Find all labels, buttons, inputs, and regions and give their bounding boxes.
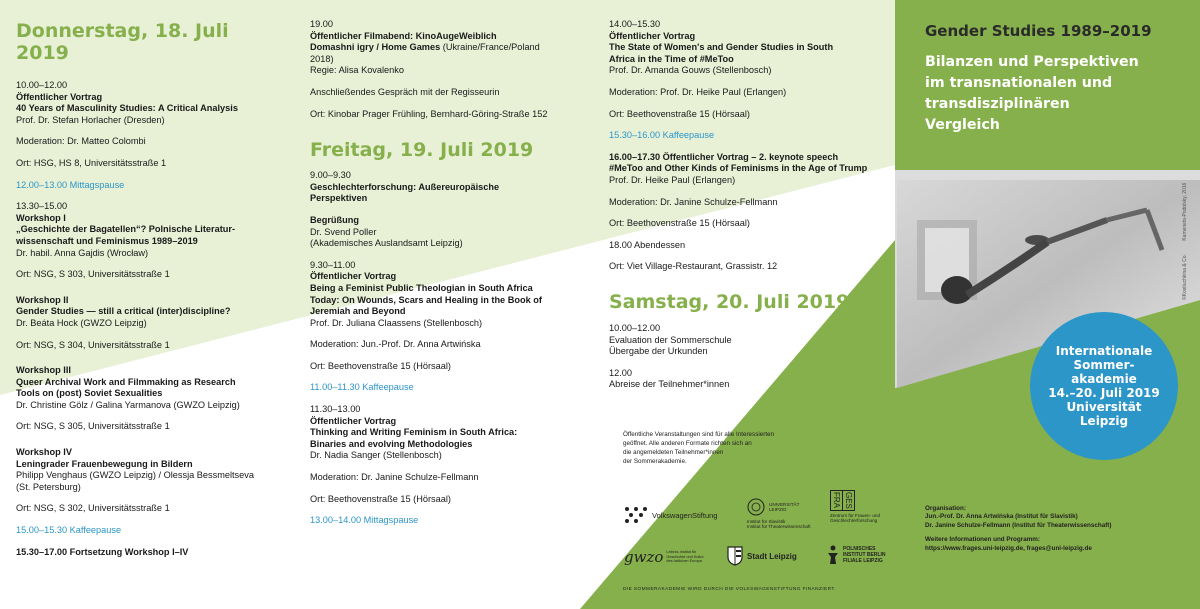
- event-location: Ort: Beethovenstraße 15 (Hörsaal): [609, 108, 750, 119]
- event-title: Today: On Wounds, Scars and Healing in the Book of: [310, 294, 542, 305]
- figure-icon: [826, 545, 840, 565]
- event-greeting: Begrüßung: [310, 214, 359, 225]
- day-heading-thursday: Donnerstag, 18. Juli 2019: [16, 20, 229, 64]
- uni-name-line: LEIPZIG: [769, 507, 787, 512]
- event-speaker: Prof. Dr. Heike Paul (Erlangen): [609, 174, 736, 185]
- summer-school-badge: [1030, 312, 1178, 460]
- city-coat-of-arms-icon: [727, 546, 743, 566]
- institute-slavistik: Institut für Slavistik: [747, 519, 786, 524]
- event-location: Ort: NSG, S 303, Universitätsstraße 1: [16, 269, 170, 280]
- zentrum-line: Geschlechterforschung: [830, 518, 878, 524]
- event-time: 13.30–15.00: [16, 201, 68, 212]
- event-desc: Übergabe der Urkunden: [609, 346, 708, 357]
- event-type: Workshop I: [16, 212, 66, 223]
- badge-line: Leipzig: [1079, 414, 1129, 428]
- event-time: 19.00: [310, 19, 333, 29]
- event-title: Perspektiven: [310, 193, 368, 204]
- org-person: Dr. Janine Schulze-Fellmann (Institut für Theaterwissenschaft): [925, 521, 1112, 529]
- subtitle-line: Bilanzen und Perspektiven: [925, 54, 1139, 70]
- event-speaker: Dr. habil. Anna Gajdis (Wrocław): [16, 247, 149, 258]
- event-speaker: Dr. Nadia Sanger (Stellenbosch): [310, 450, 442, 461]
- dinner: 18.00 Abendessen: [609, 239, 686, 250]
- event-speaker: Prof. Dr. Amanda Gouws (Stellenbosch): [609, 65, 772, 76]
- event-title-year: 2018): [310, 53, 334, 64]
- event-speaker: Dr. Christine Gölz / Galina Yarmanova (GWZO Leipzig): [16, 399, 240, 410]
- volkswagenstiftung-logo: [624, 506, 717, 524]
- event-title: Leningrader Frauenbewegung in Bildern: [16, 458, 193, 469]
- funding-note: DIE SOMMERAKADEMIE WIRD DURCH DIE VOLKSWAGENSTIFTUNG FINANZIERT.: [623, 587, 836, 592]
- vw-dots-icon: [624, 506, 648, 524]
- column-friday: [310, 0, 585, 527]
- event-type: Öffentlicher Vortrag: [310, 271, 397, 282]
- event-type: Öffentlicher Vortrag: [16, 91, 103, 102]
- lunch-break: 12.00–13.00 Mittagspause: [16, 179, 125, 190]
- zentrum-line: Zentrum für Frauen- und: [830, 512, 881, 518]
- stadt-text: Stadt Leipzig: [747, 551, 797, 561]
- workshop-continuation: 15.30–17.00 Fortsetzung Workshop I–IV: [16, 546, 189, 557]
- ges-mark: GES: [844, 492, 853, 509]
- event-moderation: Moderation: Jun.-Prof. Dr. Anna Artwińska: [310, 339, 481, 350]
- badge-line: 14.–20. Juli 2019: [1048, 386, 1160, 400]
- frages-logo: [830, 490, 890, 524]
- polish-line: INSTITUT BERLIN: [843, 552, 886, 558]
- event-type: Workshop IV: [16, 447, 72, 458]
- event-title: Thinking and Writing Feminism in South Africa:: [310, 427, 518, 438]
- subtitle-line: Vergleich: [925, 117, 1000, 133]
- column-thursday: [16, 0, 286, 558]
- event-moderation: Moderation: Dr. Matteo Colombi: [16, 136, 146, 147]
- column-friday-saturday: [609, 0, 889, 391]
- day-heading-saturday: Samstag, 20. Juli 2019: [609, 290, 850, 313]
- event-title: Binaries and evolving Methodologies: [310, 438, 473, 449]
- event-moderation: Moderation: Dr. Janine Schulze-Fellmann: [609, 196, 778, 207]
- event-speaker: Prof. Dr. Juliana Claassens (Stellenbosch): [310, 317, 483, 328]
- event-location: Ort: NSG, S 305, Universitätsstraße 1: [16, 421, 170, 432]
- vw-text: VolkswagenStiftung: [652, 510, 718, 520]
- cover-title: Gender Studies 1989–2019: [925, 22, 1152, 40]
- coffee-break: 15.30–16.00 Kaffeepause: [609, 130, 715, 141]
- gwzo-line: des östlichen Europa: [666, 559, 702, 564]
- event-discussion: Anschließendes Gespräch mit der Regisseurin: [310, 86, 500, 97]
- org-label: Organisation:: [925, 505, 966, 512]
- event-speaker: Dr. Beáta Hock (GWZO Leipzig): [16, 317, 147, 328]
- badge-line: Universität: [1066, 400, 1142, 414]
- badge-line: akademie: [1071, 372, 1137, 386]
- event-time: 10.00–12.00: [609, 322, 661, 333]
- badge-line: Sommer-: [1073, 358, 1135, 372]
- event-type: Workshop III: [16, 365, 71, 376]
- day-heading-friday: Freitag, 19. Juli 2019: [310, 139, 534, 162]
- badge-line: Internationale: [1055, 344, 1153, 358]
- event-title: 16.00–17.30 Öffentlicher Vortrag – 2. keynote speech: [609, 151, 839, 162]
- info-link[interactable]: https://www.frages.uni-leipzig.de, frages@uni-leipzig.de: [925, 544, 1092, 552]
- subtitle-line: im transnationalen und: [925, 75, 1113, 91]
- coffee-break: 15.00–15.30 Kaffeepause: [16, 525, 122, 536]
- event-location: Ort: Beethovenstraße 15 (Hörsaal): [310, 360, 451, 371]
- gwzo-line: Geschichte und Kultur: [666, 554, 704, 559]
- university-seal-icon: [747, 498, 765, 516]
- organisation-info: [925, 505, 1195, 553]
- event-location: Ort: Kinobar Prager Frühling, Bernhard-Göring-Straße 152: [310, 108, 548, 119]
- event-location: Ort: NSG, S 304, Universitätsstraße 1: [16, 339, 170, 350]
- event-desc: Evaluation der Sommerschule: [609, 334, 732, 345]
- coffee-break: 11.00–11.30 Kaffeepause: [310, 382, 414, 393]
- note-line: Öffentliche Veranstaltungen sind für alle Interessierten: [623, 431, 775, 438]
- event-title: Tools on (post) Soviet Sexualities: [16, 388, 163, 399]
- uni-name-line: UNIVERSITÄT: [769, 501, 800, 507]
- event-type: Workshop II: [16, 294, 69, 305]
- event-speaker: Philipp Venghaus (GWZO Leipzig) / Olessja Bessmeltseva: [16, 470, 254, 481]
- event-time: 11.30–13.00: [310, 404, 361, 415]
- event-time: 10.00–12.00: [16, 80, 68, 90]
- event-speaker-org: (Akademisches Auslandsamt Leipzig): [310, 238, 463, 249]
- event-time: 9.30–11.00: [310, 259, 356, 270]
- event-time: 12.00: [609, 367, 632, 378]
- event-speaker: Dr. Svend Poller: [310, 226, 377, 237]
- cover-subtitle: [925, 52, 1185, 136]
- event-type: Öffentlicher Vortrag: [609, 30, 696, 41]
- event-title: 40 Years of Masculinity Studies: A Critical Analysis: [16, 103, 238, 114]
- event-title: wissenschaft und Feminismus 1989–2019: [16, 235, 198, 246]
- lunch-break: 13.00–14.00 Mittagspause: [310, 515, 419, 526]
- event-location: Ort: Beethovenstraße 15 (Hörsaal): [609, 218, 750, 229]
- gwzo-line: Leibniz-Institut für: [666, 550, 697, 555]
- org-person: Jun.-Prof. Dr. Anna Artwińska (Institut für Slavistik): [925, 513, 1078, 521]
- polish-line: FILIALE LEIPZIG: [843, 558, 883, 564]
- event-title: Domashni igry / Home Games: [310, 42, 441, 53]
- info-label: Weitere Informationen und Programm:: [925, 536, 1040, 544]
- event-title: Jeremiah and Beyond: [310, 306, 406, 317]
- event-title: „Geschichte der Bagatellen“? Polnische Literatur-: [16, 224, 236, 235]
- event-time: 14.00–15.30: [609, 19, 661, 29]
- credit-line: ©Kostiuchkina & Co.: [1182, 254, 1188, 300]
- event-speaker: (St. Petersburg): [16, 481, 81, 492]
- event-speaker: Prof. Dr. Stefan Horlacher (Dresden): [16, 114, 165, 125]
- institute-theater: Institut für Theaterwissenschaft: [747, 524, 811, 530]
- photo-credit: [1182, 183, 1188, 300]
- event-location: Ort: NSG, S 302, Universitätsstraße 1: [16, 503, 170, 514]
- event-location: Ort: Beethovenstraße 15 (Hörsaal): [310, 493, 451, 504]
- event-title: #MeToo and Other Kinds of Feminisms in the Age of Trump: [609, 163, 868, 174]
- event-director: Regie: Alisa Kovalenko: [310, 65, 404, 76]
- event-location: Ort: HSG, HS 8, Universitätsstraße 1: [16, 157, 167, 168]
- polish-line: POLNISCHES: [843, 546, 876, 552]
- event-title-origin: (Ukraine/France/Poland: [440, 42, 540, 53]
- subtitle-line: transdisziplinären: [925, 96, 1070, 112]
- gwzo-logo: [624, 548, 704, 566]
- polish-institute-logo: [826, 545, 886, 565]
- credit-line: Kamenets-Podolsky, 2016: [1182, 182, 1188, 241]
- event-title: Africa in the Time of #MeToo: [609, 53, 734, 64]
- university-leipzig-logo: [747, 498, 827, 530]
- gwzo-wordmark: gwzo: [624, 548, 664, 566]
- note-line: geöffnet. Alle anderen Formate richten sich an: [623, 440, 752, 447]
- event-moderation: Moderation: Prof. Dr. Heike Paul (Erlangen): [609, 86, 787, 97]
- fra-mark: FRA: [830, 490, 843, 511]
- event-title: Being a Feminist Public Theologian in South Africa: [310, 282, 533, 293]
- event-moderation: Moderation: Dr. Janine Schulze-Fellmann: [310, 472, 479, 483]
- event-title: Gender Studies — still a critical (inter)discipline?: [16, 306, 231, 317]
- event-type: Öffentlicher Vortrag: [310, 415, 397, 426]
- public-events-note: [623, 430, 833, 466]
- event-title: Queer Archival Work and Filmmaking as Research: [16, 376, 236, 387]
- event-type: Öffentlicher Filmabend: KinoAugeWeiblich: [310, 30, 497, 41]
- stadt-leipzig-logo: [727, 546, 797, 566]
- note-line: die angemeldeten Teilnehmer*innen: [623, 449, 724, 456]
- event-time: 9.00–9.30: [310, 170, 351, 181]
- event-desc: Abreise der Teilnehmer*innen: [609, 379, 730, 390]
- event-location: Ort: Viet Village-Restaurant, Grassistr. 12: [609, 261, 778, 272]
- event-title: The State of Women's and Gender Studies in South: [609, 42, 834, 53]
- event-title: Geschlechterforschung: Außereuropäische: [310, 181, 500, 192]
- note-line: der Sommerakademie.: [623, 458, 687, 465]
